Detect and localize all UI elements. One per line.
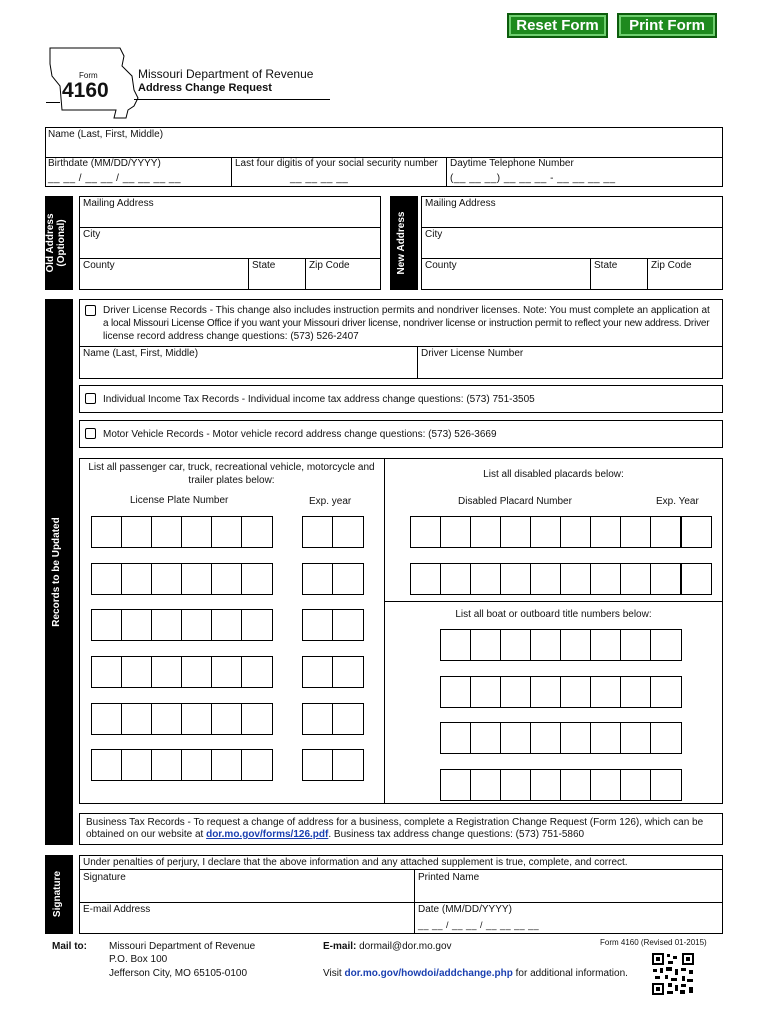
old-address-side-label: Old Address (Optional) [45, 213, 67, 273]
business-tax-text-2: obtained on our website at dor.mo.gov/forms/126.pdf. Business tax address change questions: (573) 751-5860 [86, 829, 585, 840]
license-plate-row[interactable] [91, 609, 273, 641]
new-county-label: County [425, 260, 457, 271]
income-tax-text: Individual Income Tax Records - Individual income tax address change questions: (573) 751-3505 [103, 394, 535, 405]
placard-number-label: Disabled Placard Number [458, 496, 572, 507]
placard-number-row[interactable] [410, 563, 682, 595]
placard-number-row[interactable] [410, 516, 682, 548]
phone-label: Daytime Telephone Number [450, 158, 574, 169]
plate-exp-year-row[interactable] [302, 609, 364, 641]
plates-instructions-1: List all passenger car, truck, recreational vehicle, motorcycle and [88, 462, 375, 473]
motor-vehicle-text: Motor Vehicle Records - Motor vehicle record address change questions: (573) 526-3669 [103, 429, 497, 440]
signature-label: Signature [83, 872, 126, 883]
driver-name-label: Name (Last, First, Middle) [83, 348, 199, 359]
name-field[interactable] [46, 141, 722, 156]
perjury-statement: Under penalties of perjury, I declare that the above information and any attached supplement is true, complete, and correct. [83, 857, 628, 868]
income-tax-checkbox[interactable] [85, 393, 96, 404]
ssn-field[interactable]: __ __ __ __ [290, 173, 349, 184]
plate-exp-year-row[interactable] [302, 516, 364, 548]
records-side-label: Records to be Updated [51, 517, 62, 627]
license-plate-row[interactable] [91, 703, 273, 735]
motor-vehicle-checkbox[interactable] [85, 428, 96, 439]
footer-visit-text: Visit dor.mo.gov/howdoi/addchange.php for additional information. [323, 968, 628, 979]
ssn-label: Last four digitis of your social security number [235, 158, 438, 169]
date-label: Date (MM/DD/YYYY) [418, 904, 512, 915]
form-title: Address Change Request [138, 82, 272, 94]
plate-exp-year-row[interactable] [302, 749, 364, 781]
plates-instructions-2: trailer plates below: [188, 475, 275, 486]
form-word: Form [79, 71, 98, 80]
driver-license-text-1: Driver License Records - This change also includes instruction permits and nondriver licenses. Note: You must complete an application at [103, 305, 710, 316]
new-zip-label: Zip Code [651, 260, 692, 271]
driver-license-text-2: a local Missouri License Office if you want your Missouri driver license, nondriver license or instruction permit to reflect your new address. Driver [103, 318, 710, 329]
new-mailing-label: Mailing Address [425, 198, 496, 209]
driver-license-checkbox[interactable] [85, 305, 96, 316]
mail-address-line-3: Jefferson City, MO 65105-0100 [109, 968, 248, 979]
birthdate-field[interactable]: __ __ / __ __ / __ __ __ __ [48, 173, 182, 184]
old-mailing-label: Mailing Address [83, 198, 154, 209]
address-change-link[interactable]: dor.mo.gov/howdoi/addchange.php [344, 968, 513, 979]
footer-email: E-mail: dormail@dor.mo.gov [323, 941, 452, 952]
email-address-label: E-mail Address [83, 904, 151, 915]
plate-exp-year-row[interactable] [302, 703, 364, 735]
license-plate-row[interactable] [91, 749, 273, 781]
old-city-label: City [83, 229, 101, 240]
date-field[interactable]: __ __ / __ __ / __ __ __ __ [418, 920, 540, 930]
license-plate-row[interactable] [91, 656, 273, 688]
form-revision: Form 4160 (Revised 01-2015) [600, 938, 707, 947]
old-state-label: State [252, 260, 276, 271]
driver-license-text-3: license record address change questions: (573) 526-2407 [103, 331, 359, 342]
name-label: Name (Last, First, Middle) [48, 129, 164, 140]
boat-title-row[interactable] [440, 769, 682, 801]
printed-name-label: Printed Name [418, 872, 480, 883]
old-zip-label: Zip Code [309, 260, 350, 271]
reset-form-button[interactable]: Reset Form [507, 13, 608, 38]
plate-exp-year-label: Exp. year [309, 496, 352, 507]
license-plate-row[interactable] [91, 563, 273, 595]
license-plate-row[interactable] [91, 516, 273, 548]
business-form-link[interactable]: dor.mo.gov/forms/126.pdf [206, 829, 329, 840]
boat-title: List all boat or outboard title numbers below: [455, 609, 652, 620]
form-number: 4160 [62, 79, 109, 102]
mail-address-line-2: P.O. Box 100 [109, 954, 168, 965]
phone-field[interactable]: (__ __ __) __ __ __ - __ __ __ __ [450, 173, 616, 184]
new-address-section [421, 196, 723, 290]
boat-title-row[interactable] [440, 629, 682, 661]
plate-exp-year-row[interactable] [302, 656, 364, 688]
mail-address-line-1: Missouri Department of Revenue [109, 941, 256, 952]
new-state-label: State [594, 260, 618, 271]
signature-side-label: Signature [52, 870, 63, 918]
driver-license-number-label: Driver License Number [421, 348, 524, 359]
placard-exp-year-row[interactable] [650, 516, 712, 548]
old-county-label: County [83, 260, 115, 271]
old-address-section [79, 196, 381, 290]
new-city-label: City [425, 229, 443, 240]
business-tax-text-1: Business Tax Records - To request a change of address for a business, complete a Registration Change Request (Form 126), which can be [86, 817, 704, 828]
plate-exp-year-row[interactable] [302, 563, 364, 595]
boat-title-row[interactable] [440, 676, 682, 708]
department-name: Missouri Department of Revenue [138, 67, 314, 81]
birthdate-label: Birthdate (MM/DD/YYYY) [48, 158, 161, 169]
print-form-button[interactable]: Print Form [617, 13, 717, 38]
qr-code-icon [651, 952, 695, 996]
placard-exp-year-row[interactable] [650, 563, 712, 595]
placards-title: List all disabled placards below: [483, 469, 624, 480]
boat-title-row[interactable] [440, 722, 682, 754]
new-address-side-label: New Address [396, 211, 407, 275]
license-plate-number-label: License Plate Number [130, 495, 229, 506]
mail-to-label: Mail to: [52, 941, 87, 952]
placard-exp-year-label: Exp. Year [656, 496, 699, 507]
